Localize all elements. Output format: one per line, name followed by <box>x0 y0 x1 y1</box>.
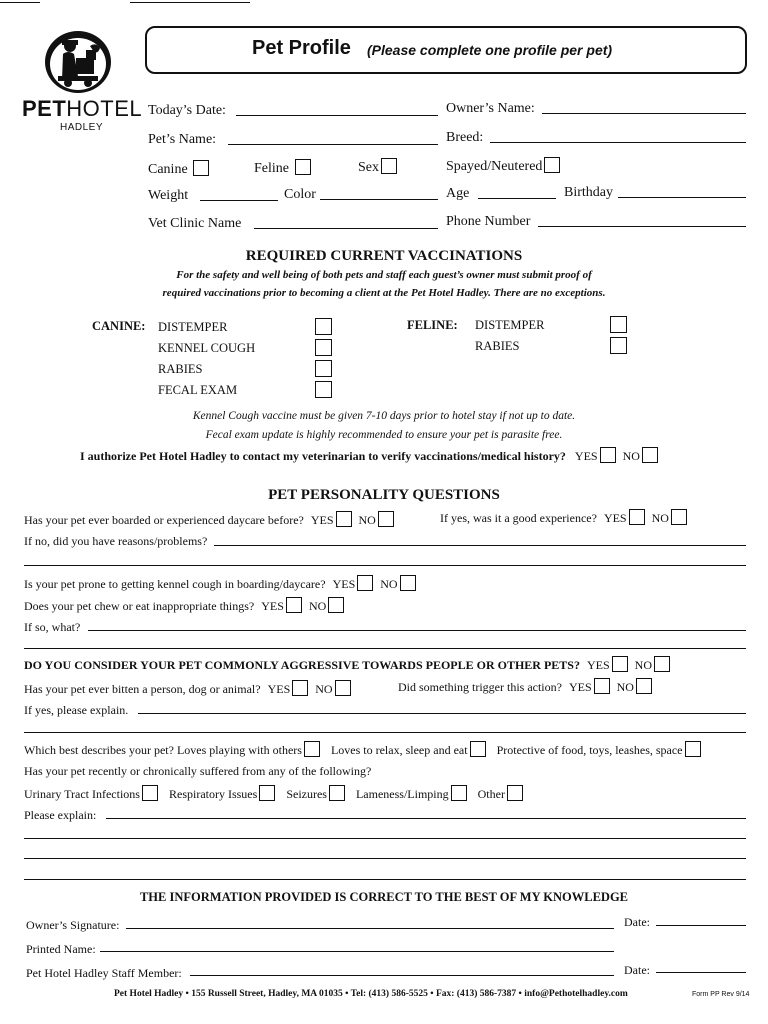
bitten-yes-checkbox[interactable] <box>292 680 308 696</box>
phone-field[interactable] <box>538 226 746 227</box>
chew-label: Does your pet chew or eat inappropriate things? <box>24 599 255 613</box>
weight-field[interactable] <box>200 200 278 201</box>
owners-name-field[interactable] <box>542 113 746 114</box>
age-label: Age <box>446 186 470 201</box>
opt-relax-label: Loves to relax, sleep and eat <box>330 743 468 757</box>
opt-protective-checkbox[interactable] <box>685 741 701 757</box>
yes-label: YES <box>261 599 284 613</box>
birthday-label: Birthday <box>564 185 613 200</box>
what-label: If so, what? <box>24 620 81 634</box>
no-label: NO <box>634 658 652 672</box>
cond-uti-checkbox[interactable] <box>142 785 158 801</box>
feline-distemper-checkbox[interactable] <box>610 316 627 333</box>
no-label: NO <box>622 449 640 463</box>
authorize-question <box>80 447 658 464</box>
owner-signature-label: Owner’s Signature: <box>26 918 120 932</box>
good-experience-label: If yes, was it a good experience? <box>440 511 597 525</box>
owner-date-label: Date: <box>624 915 650 929</box>
phone-label: Phone Number <box>446 214 531 229</box>
sex-option[interactable] <box>358 158 397 176</box>
boarded-label: Has your pet ever boarded or experienced daycare before? <box>24 513 304 527</box>
fecal-exam-note: Fecal exam update is highly recommended to ensure your pet is parasite free. <box>205 429 563 441</box>
printed-name-label: Printed Name: <box>26 942 96 956</box>
no-label: NO <box>358 513 376 527</box>
opt-playing-checkbox[interactable] <box>304 741 320 757</box>
trigger-yes-checkbox[interactable] <box>594 678 610 694</box>
feline-checkbox[interactable] <box>295 159 311 175</box>
suffered-label: Has your pet recently or chronically suffered from any of the following? <box>24 764 372 778</box>
logo-brand-bold: PET <box>22 96 67 121</box>
aggressive-no-checkbox[interactable] <box>654 656 670 672</box>
chew-no-checkbox[interactable] <box>328 597 344 613</box>
authorize-label: I authorize Pet Hotel Hadley to contact my veterinarian to verify vaccinations/medical history? <box>80 449 566 463</box>
cond-seizures-label: Seizures <box>286 787 327 801</box>
form-revision: Form PP Rev 9/14 <box>692 991 750 998</box>
yes-label: YES <box>267 682 291 696</box>
feline-vacc-label: FELINE: <box>407 318 458 332</box>
sex-checkbox[interactable] <box>381 158 397 174</box>
logo-wordmark <box>22 96 142 122</box>
no-label: NO <box>315 682 333 696</box>
canine-vacc-item: RABIES <box>158 362 203 376</box>
vet-clinic-label: Vet Clinic Name <box>148 216 242 231</box>
aggressive-question <box>24 656 670 673</box>
no-label: NO <box>380 577 398 591</box>
no-label: NO <box>308 599 327 613</box>
boarded-no-checkbox[interactable] <box>378 511 394 527</box>
staff-date-field[interactable] <box>656 972 746 973</box>
cond-resp-checkbox[interactable] <box>259 785 275 801</box>
chew-yes-checkbox[interactable] <box>286 597 302 613</box>
opt-protective-label: Protective of food, toys, leashes, space <box>496 743 683 757</box>
please-explain-field-extra[interactable] <box>24 879 746 880</box>
conditions-row <box>24 785 523 802</box>
yes-label: YES <box>603 511 627 525</box>
logo-brand-light: HOTEL <box>66 96 143 121</box>
trigger-no-checkbox[interactable] <box>636 678 652 694</box>
please-explain-label: Please explain: <box>24 808 97 822</box>
trigger-label: Did something trigger this action? <box>398 680 562 694</box>
yes-label: YES <box>574 449 598 463</box>
canine-vacc-item: DISTEMPER <box>158 320 228 334</box>
kennel-cough-label: Is your pet prone to getting kennel cough in boarding/daycare? <box>24 577 326 591</box>
staff-member-label: Pet Hotel Hadley Staff Member: <box>26 966 182 980</box>
breed-label: Breed: <box>446 130 484 145</box>
aggressive-yes-checkbox[interactable] <box>612 656 628 672</box>
reasons-field-extra[interactable] <box>24 565 746 566</box>
scan-mark <box>130 2 250 3</box>
logo-location: HADLEY <box>60 122 104 133</box>
spayed-option[interactable] <box>446 157 560 175</box>
printed-name-field[interactable] <box>100 951 614 952</box>
todays-date-field[interactable] <box>236 115 438 116</box>
header-box <box>145 26 747 74</box>
birthday-field[interactable] <box>618 197 746 198</box>
color-field[interactable] <box>320 199 438 200</box>
explain-field-extra[interactable] <box>24 732 746 733</box>
canine-distemper-checkbox[interactable] <box>315 318 332 335</box>
kennel-yes-checkbox[interactable] <box>357 575 373 591</box>
color-label: Color <box>284 187 316 202</box>
good-exp-no-checkbox[interactable] <box>671 509 687 525</box>
feline-label: Feline <box>254 161 289 176</box>
describes-question <box>24 741 701 758</box>
vet-clinic-field[interactable] <box>254 228 438 229</box>
feline-vacc-item: RABIES <box>475 339 520 353</box>
footer-address: Pet Hotel Hadley • 155 Russell Street, Hadley, MA 01035 • Tel: (413) 586-5525 • Fax: (413) 586-7387 • info@Pethotelhadley.com <box>114 989 628 999</box>
no-label: NO <box>651 511 669 525</box>
opt-playing-label: Loves playing with others <box>176 743 302 757</box>
scan-mark <box>0 2 40 3</box>
good-exp-yes-checkbox[interactable] <box>629 509 645 525</box>
weight-label: Weight <box>148 188 189 203</box>
please-explain-field-extra[interactable] <box>24 838 746 839</box>
cond-resp-label: Respiratory Issues <box>168 787 258 801</box>
canine-kennel-cough-checkbox[interactable] <box>315 339 332 356</box>
yes-label: YES <box>310 513 334 527</box>
cond-lameness-label: Lameness/Limping <box>355 787 449 801</box>
todays-date-label: Today’s Date: <box>148 103 226 118</box>
vaccinations-heading: REQUIRED CURRENT VACCINATIONS <box>245 248 523 264</box>
cond-seizures-checkbox[interactable] <box>329 785 345 801</box>
opt-relax-checkbox[interactable] <box>470 741 486 757</box>
feline-option[interactable] <box>254 159 311 177</box>
canine-vacc-item: KENNEL COUGH <box>158 341 256 355</box>
reasons-label: If no, did you have reasons/problems? <box>24 534 208 548</box>
kennel-no-checkbox[interactable] <box>400 575 416 591</box>
canine-option[interactable] <box>148 160 209 178</box>
chew-question <box>24 597 344 614</box>
bitten-no-checkbox[interactable] <box>335 680 351 696</box>
hotel-bellhop-icon <box>18 28 143 96</box>
canine-vacc-label: CANINE: <box>92 319 146 333</box>
reasons-field[interactable] <box>214 545 746 546</box>
breed-field[interactable] <box>490 142 746 143</box>
yes-label: YES <box>332 577 356 591</box>
page-title: Pet Profile <box>252 37 351 59</box>
bitten-label: Has your pet ever bitten a person, dog or animal? <box>24 682 261 696</box>
explain-label: If yes, please explain. <box>24 703 129 717</box>
vaccinations-note-2: required vaccinations prior to becoming a client at the Pet Hotel Hadley. There are no exceptions. <box>162 287 606 299</box>
signature-heading: THE INFORMATION PROVIDED IS CORRECT TO THE BEST OF MY KNOWLEDGE <box>139 890 629 904</box>
authorize-yes-checkbox[interactable] <box>600 447 616 463</box>
trigger-question <box>398 678 652 695</box>
canine-fecal-exam-checkbox[interactable] <box>315 381 332 398</box>
feline-rabies-checkbox[interactable] <box>610 337 627 354</box>
canine-checkbox[interactable] <box>193 160 209 176</box>
explain-field[interactable] <box>138 713 746 714</box>
canine-vacc-item: FECAL EXAM <box>158 383 238 397</box>
staff-member-field[interactable] <box>190 975 614 976</box>
spayed-label: Spayed/Neutered <box>446 159 543 174</box>
pets-name-field[interactable] <box>228 144 438 145</box>
authorize-no-checkbox[interactable] <box>642 447 658 463</box>
no-label: NO <box>616 680 634 694</box>
please-explain-field-extra[interactable] <box>24 858 746 859</box>
boarded-yes-checkbox[interactable] <box>336 511 352 527</box>
boarded-question <box>24 511 394 528</box>
owner-signature-field[interactable] <box>126 928 614 929</box>
spayed-checkbox[interactable] <box>544 157 560 173</box>
canine-rabies-checkbox[interactable] <box>315 360 332 377</box>
owners-name-label: Owner’s Name: <box>446 101 535 116</box>
vaccinations-note-1: For the safety and well being of both pets and staff each guest’s owner must submit proof of <box>176 269 592 281</box>
canine-label: Canine <box>148 162 188 177</box>
sex-label: Sex <box>358 160 379 175</box>
owner-date-field[interactable] <box>656 925 746 926</box>
staff-date-label: Date: <box>624 963 650 977</box>
describes-label: Which best describes your pet? <box>24 743 174 757</box>
aggressive-label: DO YOU CONSIDER YOUR PET COMMONLY AGGRESSIVE TOWARDS PEOPLE OR OTHER PETS? <box>24 658 580 672</box>
cond-uti-label: Urinary Tract Infections <box>24 787 140 801</box>
what-field-extra[interactable] <box>24 648 746 649</box>
page-subtitle: (Please complete one profile per pet) <box>367 42 613 58</box>
feline-vacc-item: DISTEMPER <box>475 318 545 332</box>
please-explain-field[interactable] <box>106 818 746 819</box>
cond-other-checkbox[interactable] <box>507 785 523 801</box>
yes-label: YES <box>568 680 592 694</box>
age-field[interactable] <box>478 198 556 199</box>
logo <box>18 28 143 138</box>
bitten-question <box>24 680 351 697</box>
cond-other-label: Other <box>477 787 505 801</box>
kennel-cough-question <box>24 575 416 592</box>
what-field[interactable] <box>88 630 746 631</box>
pets-name-label: Pet’s Name: <box>148 132 217 147</box>
personality-heading: PET PERSONALITY QUESTIONS <box>268 487 500 503</box>
yes-label: YES <box>586 658 610 672</box>
good-experience-question <box>440 509 687 526</box>
kennel-cough-note: Kennel Cough vaccine must be given 7-10 days prior to hotel stay if not up to date. <box>192 410 576 422</box>
cond-lameness-checkbox[interactable] <box>451 785 467 801</box>
